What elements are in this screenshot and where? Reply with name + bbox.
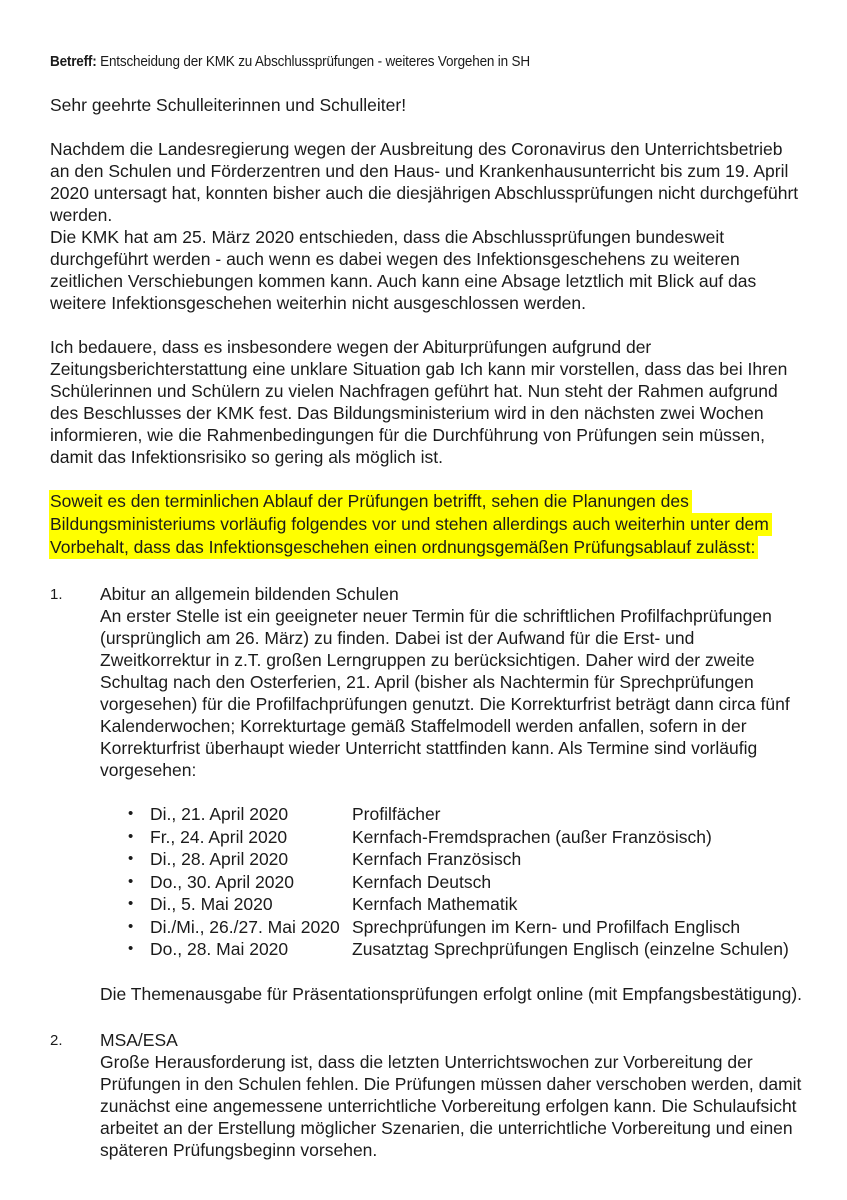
schedule-subject: Kernfach Französisch bbox=[352, 849, 522, 869]
text-line: 2020 untersagt hat, konnten bisher auch die diesjährigen Abschlussprüfungen nicht durchgeführt bbox=[50, 183, 799, 203]
text-line: Kalenderwochen; Korrekturtage gemäß Staffelmodell werden anfallen, sofern in der bbox=[100, 716, 747, 736]
item-number: 1. bbox=[50, 586, 63, 603]
schedule-subject: Kernfach Mathematik bbox=[352, 894, 518, 914]
text-line: informieren, wie die Rahmenbedingungen für die Durchführung von Prüfungen sein müssen, bbox=[50, 425, 766, 445]
exam-schedule-list bbox=[100, 803, 807, 961]
highlighted-text-line: Vorbehalt, dass das Infektionsgeschehen einen ordnungsgemäßen Prüfungsablauf zulässt: bbox=[49, 536, 758, 559]
numbered-item-abitur bbox=[50, 583, 807, 1005]
item-body bbox=[100, 1051, 807, 1161]
text-line: weitere Infektionsgeschehen weiterhin nicht ausgeschlossen werden. bbox=[50, 293, 587, 313]
text-line: An erster Stelle ist ein geeigneter neuer Termin für die schriftlichen Profilfachprüfungen bbox=[100, 606, 772, 626]
schedule-row bbox=[100, 848, 807, 871]
schedule-date: Fr., 24. April 2020 bbox=[150, 826, 288, 847]
text-line: vorgesehen: bbox=[100, 760, 197, 780]
schedule-subject: Zusatztag Sprechprüfungen Englisch (einzelne Schulen) bbox=[352, 939, 789, 959]
paragraph-intro bbox=[50, 138, 807, 314]
bullet-icon: • bbox=[128, 895, 134, 912]
text-line: vorgesehen) für die Profilfachprüfungen genutzt. Die Korrekturfrist beträgt dann circa fünf bbox=[100, 694, 790, 714]
text-line: Zeitungsberichterstattung eine unklare Situation gab Ich kann mir vorstellen, dass das bei Ihren bbox=[50, 359, 788, 379]
text-line: Große Herausforderung ist, dass die letzten Unterrichtswochen zur Vorbereitung der bbox=[100, 1051, 753, 1072]
text-line: Schultag nach den Osterferien, 21. April (bisher als Nachtermin für Sprechprüfungen bbox=[100, 672, 754, 692]
text-line: Prüfungen in den Schulen fehlen. Die Prüfungen müssen daher verschoben werden, damit bbox=[100, 1073, 802, 1094]
bullet-icon: • bbox=[128, 872, 134, 890]
highlighted-line-wrap bbox=[50, 490, 807, 513]
item-number: 2. bbox=[50, 1031, 63, 1049]
text-line: Ich bedauere, dass es insbesondere wegen der Abiturprüfungen aufgrund der bbox=[50, 337, 652, 357]
subject-text: Entscheidung der KMK zu Abschlussprüfungen - weiteres Vorgehen in SH bbox=[96, 53, 530, 70]
text-line: Zweitkorrektur in z.T. großen Lerngruppen zu berücksichtigen. Daher wird der zweite bbox=[100, 650, 755, 670]
schedule-row bbox=[100, 803, 807, 826]
highlighted-line-wrap bbox=[50, 536, 807, 559]
item-content bbox=[100, 1029, 807, 1161]
bullet-icon: • bbox=[128, 940, 134, 957]
text-line: arbeitet an der Erstellung möglicher Szenarien, die unterrichtliche Vorbereitung und einen bbox=[100, 1117, 793, 1138]
salutation: Sehr geehrte Schulleiterinnen und Schulleiter! bbox=[50, 95, 407, 115]
subject-line bbox=[50, 52, 807, 71]
schedule-subject: Kernfach Deutsch bbox=[352, 871, 492, 892]
text-line: Schülerinnen und Schülern zu vielen Nachfragen geführt hat. Nun steht der Rahmen aufgrund bbox=[50, 381, 778, 401]
text-line: an den Schulen und Förderzentren und den Haus- und Krankenhausunterricht bis zum 19. April bbox=[50, 161, 789, 181]
text-line: durchgeführt werden - auch wenn es dabei wegen des Infektionsgeschehens zu weiteren bbox=[50, 249, 740, 269]
text-line: zeitlichen Verschiebungen kommen kann. Auch kann eine Absage letztlich mit Blick auf das bbox=[50, 271, 757, 291]
text-line: Die KMK hat am 25. März 2020 entschieden, dass die Abschlussprüfungen bundesweit bbox=[50, 227, 725, 247]
schedule-date: Do., 30. April 2020 bbox=[150, 871, 294, 892]
item-title: MSA/ESA bbox=[100, 1029, 178, 1050]
schedule-date: Di., 21. April 2020 bbox=[150, 804, 289, 824]
schedule-row bbox=[100, 871, 807, 894]
text-line: Nachdem die Landesregierung wegen der Ausbreitung des Coronavirus den Unterrichtsbetrieb bbox=[50, 139, 783, 159]
text-line: werden. bbox=[50, 205, 113, 225]
bullet-icon: • bbox=[128, 850, 134, 867]
item-note: Die Themenausgabe für Präsentationsprüfungen erfolgt online (mit Empfangsbestätigung). bbox=[100, 983, 803, 1004]
schedule-row bbox=[100, 916, 807, 939]
schedule-subject: Sprechprüfungen im Kern- und Profilfach Englisch bbox=[352, 916, 741, 937]
bullet-icon: • bbox=[128, 917, 134, 935]
highlighted-text-line: Soweit es den terminlichen Ablauf der Prüfungen betrifft, sehen die Planungen des bbox=[49, 490, 692, 513]
subject-label: Betreff: bbox=[50, 53, 97, 70]
schedule-date: Do., 28. Mai 2020 bbox=[150, 939, 289, 959]
text-line: späteren Prüfungsbeginn vorsehen. bbox=[100, 1139, 378, 1160]
schedule-subject: Profilfächer bbox=[352, 804, 441, 824]
item-title: Abitur an allgemein bildenden Schulen bbox=[100, 584, 399, 604]
item-body bbox=[100, 605, 807, 781]
schedule-row bbox=[100, 826, 807, 849]
text-line: des Beschlusses der KMK fest. Das Bildungsministerium wird in den nächsten zwei Wochen bbox=[50, 403, 764, 423]
schedule-date: Di., 5. Mai 2020 bbox=[150, 894, 273, 914]
schedule-date: Di., 28. April 2020 bbox=[150, 849, 289, 869]
subject-inner bbox=[50, 52, 530, 71]
text-line: Korrekturfrist überhaupt wieder Unterricht stattfinden kann. Als Termine sind vorläufig bbox=[100, 738, 758, 758]
numbered-item-msa-esa bbox=[50, 1029, 807, 1161]
schedule-row bbox=[100, 893, 807, 916]
bullet-icon: • bbox=[128, 805, 134, 822]
highlighted-text-line: Bildungsministeriums vorläufig folgendes vor und stehen allerdings auch weiterhin unter dem bbox=[49, 513, 772, 536]
paragraph-regret bbox=[50, 336, 807, 468]
item-content bbox=[100, 583, 807, 1005]
text-line: (ursprünglich am 26. März) zu finden. Dabei ist der Aufwand für die Erst- und bbox=[100, 628, 695, 648]
highlighted-line-wrap bbox=[50, 513, 807, 536]
text-line: zunächst eine angemessene unterrichtliche Vorbereitung erfolgen kann. Die Schulaufsicht bbox=[100, 1095, 797, 1116]
schedule-row bbox=[100, 938, 807, 961]
bullet-icon: • bbox=[128, 827, 134, 845]
schedule-subject: Kernfach-Fremdsprachen (außer Französisch) bbox=[352, 826, 712, 847]
text-line: damit das Infektionsrisiko so gering als möglich ist. bbox=[50, 447, 443, 467]
highlighted-paragraph bbox=[50, 490, 807, 559]
schedule-date: Di./Mi., 26./27. Mai 2020 bbox=[150, 916, 340, 937]
